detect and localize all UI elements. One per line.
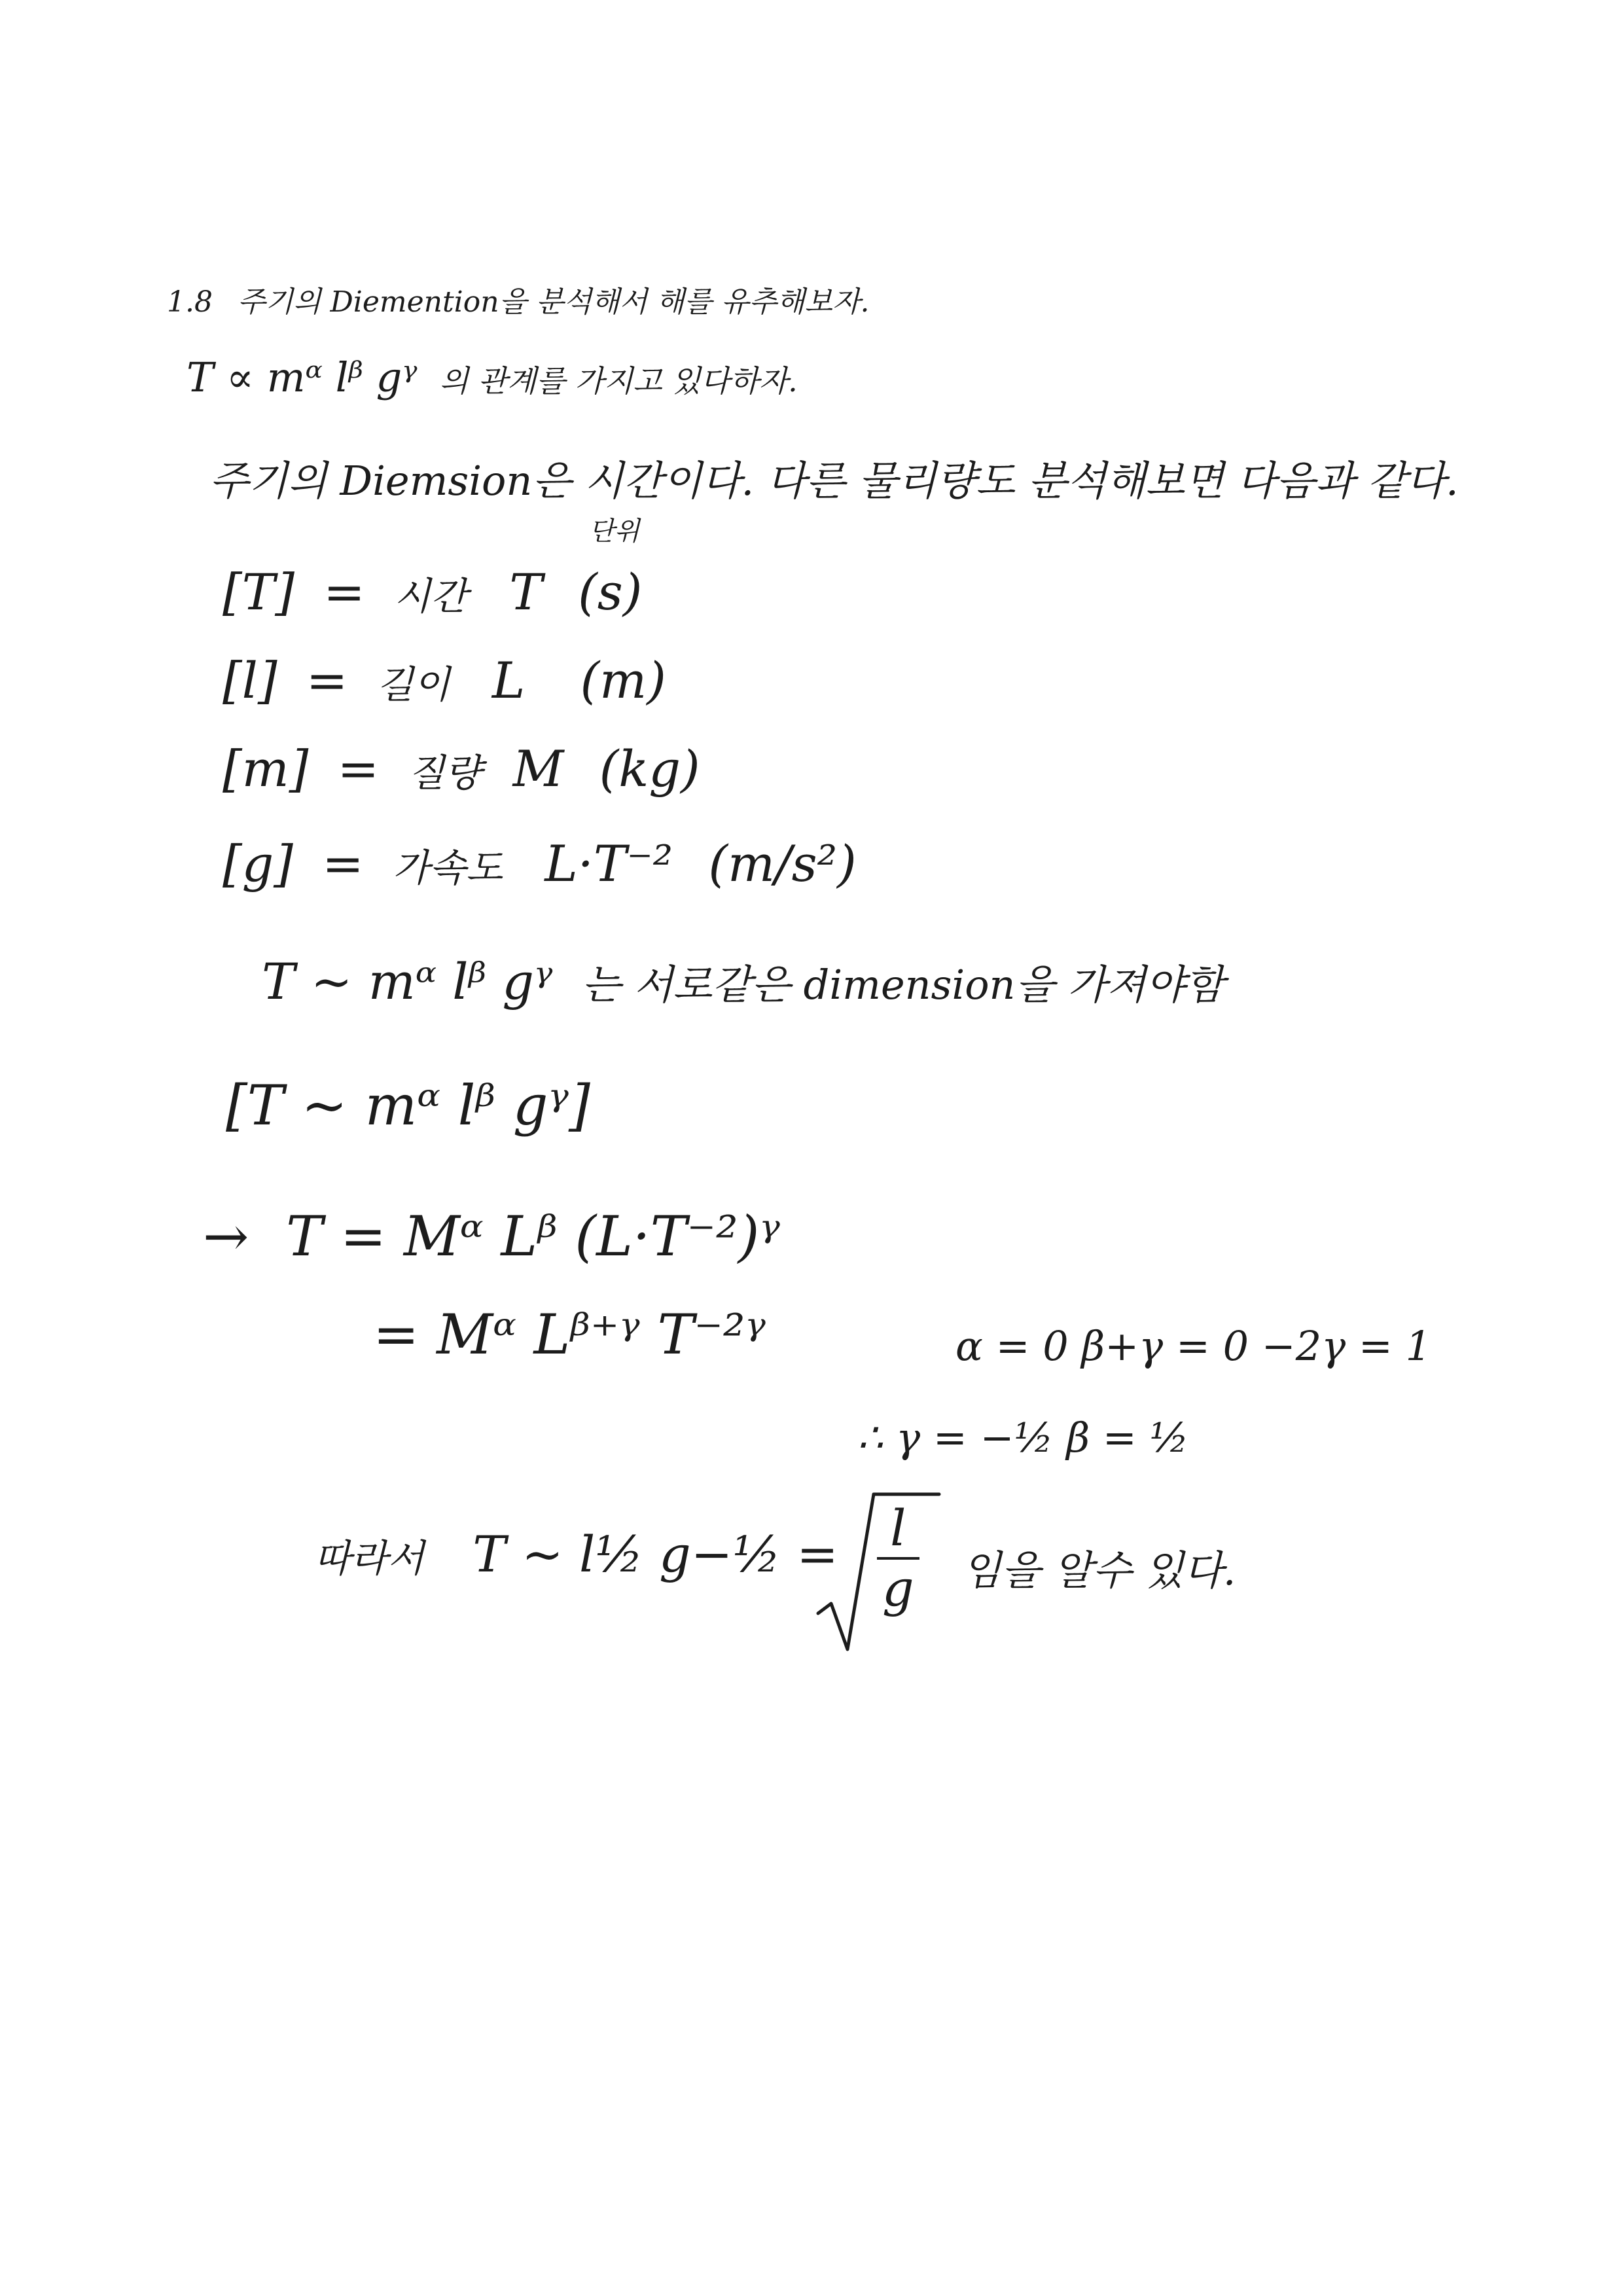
same-dimension-text: 는 서로같은 dimension을 가져야함 [581, 961, 1224, 1009]
derivation-expression-1: T = Mᵅ Lᵝ (L·T⁻²)ᵞ [286, 1204, 781, 1268]
definition-dim: L·T⁻² [544, 834, 673, 893]
exponent-solution: ∴ γ = −½ β = ½ [857, 1414, 1189, 1462]
relation-text: 의 관계를 가지고 있다하자. [439, 363, 798, 399]
problem-number: 1.8 [167, 285, 213, 319]
definition-unit: (m/s²) [708, 834, 857, 893]
definition-name: 길이 [376, 662, 450, 707]
relation-formula: T ∝ mᵅ lᵝ gᵞ [187, 353, 418, 401]
definition-row: [g] = 가속도 L·T⁻² (m/s²) [223, 834, 857, 893]
sqrt-denominator: g [882, 1559, 914, 1617]
same-dimension-formula: T ~ mᵅ lᵝ gᵞ [262, 952, 553, 1011]
conclusion-line [314, 1525, 838, 1583]
definition-symbol: [l] [223, 651, 277, 709]
dimension-intro: 주기의 Diemsion은 시간이다. 다른 물리량도 분석해보면 다음과 같다. [209, 457, 1459, 505]
definition-symbol: [m] [223, 740, 309, 798]
problem-header [167, 278, 870, 320]
conclusion-suffix: 임을 알수 있다. [962, 1547, 1236, 1594]
definition-symbol: [T] [223, 563, 294, 621]
definition-name: 가속도 [392, 846, 503, 890]
definition-row: [T] = 시간 T (s) [223, 563, 643, 621]
arrow-icon: → [203, 1204, 249, 1268]
derivation-line-1 [203, 1204, 780, 1268]
conclusion-prefix: 따라서 [314, 1536, 425, 1581]
definition-symbol: [g] [223, 834, 293, 893]
derivation-line-2: = Mᵅ Lᵝ⁺ᵞ T⁻²ᵞ [373, 1302, 766, 1367]
definition-dim: L [491, 651, 526, 709]
conclusion-formula: T ~ l½ g−½ = [473, 1525, 838, 1583]
definition-unit: (s) [578, 563, 643, 621]
definition-name: 시간 [394, 574, 468, 619]
problem-intro: 주기의 Diemention을 분석해서 해를 유추해보자. [237, 285, 870, 319]
sqrt-numerator: l [877, 1503, 919, 1560]
exponent-conditions: α = 0 β+γ = 0 −2γ = 1 [955, 1322, 1432, 1370]
definition-row: [l] = 길이 L (m) [223, 651, 666, 709]
bracket-expression: [T ~ mᵅ lᵝ gᵞ] [226, 1073, 590, 1138]
definition-row: [m] = 질량 M (kg) [223, 740, 700, 798]
definition-name: 질량 [408, 751, 482, 795]
relation-line [187, 353, 798, 401]
sqrt-expression [812, 1489, 942, 1653]
sqrt-fraction [877, 1499, 919, 1617]
definition-unit: (kg) [599, 740, 700, 798]
definition-unit: (m) [580, 651, 666, 709]
definition-dim: T [509, 563, 543, 621]
definition-dim: M [512, 740, 564, 798]
same-dimension-line [262, 952, 1224, 1011]
unit-label: 단위 [589, 516, 640, 547]
